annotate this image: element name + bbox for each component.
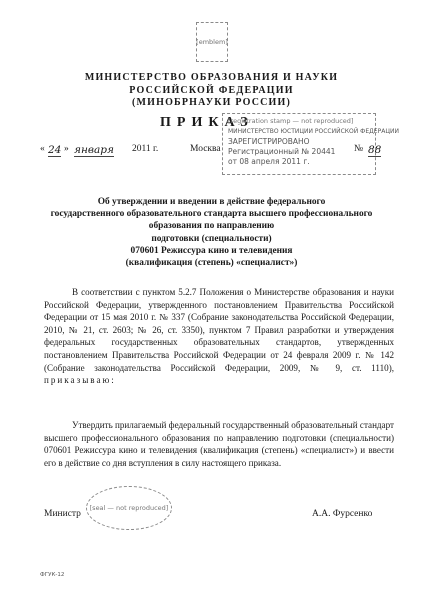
title-line: Об утверждении и введении в действие федерального: [97, 197, 326, 207]
order-title: [30, 196, 393, 269]
registration-date-line: [228, 157, 370, 167]
ministry-header: [0, 72, 423, 110]
date-year: 2011 г.: [132, 144, 159, 154]
emblem-placeholder: [emblem]: [196, 22, 228, 62]
operative-paragraph: [44, 419, 394, 469]
city: Москва: [190, 144, 221, 154]
preamble-paragraph: [44, 286, 394, 387]
document-type: ПРИКАЗ: [160, 115, 254, 130]
date-month: января: [74, 144, 114, 156]
registration-stamp-placeholder: [222, 113, 399, 175]
signatory-position: Министр: [44, 509, 81, 519]
registration-year: 2011 г.: [281, 157, 310, 166]
signatory-name: А.А. Фурсенко: [312, 509, 373, 519]
title-line: образования по направлению: [148, 221, 275, 232]
date-day: 24: [48, 144, 62, 156]
registration-number-label: Регистрационный №: [228, 147, 310, 156]
title-line: государственного образовательного стандарта высшего профессионального: [50, 209, 373, 220]
order-number: 88: [368, 144, 382, 156]
order-number-sign: №: [354, 144, 364, 154]
title-line: (квалификация (степень) «специалист»): [125, 258, 298, 269]
date-close-quote: »: [64, 144, 69, 154]
ministry-abbreviation: (МИНОБРНАУКИ РОССИИ): [131, 97, 292, 108]
stamp-placeholder-label: [registration stamp — not reproduced]: [228, 117, 354, 125]
preamble-text: В соответствии с пунктом 5.2.7 Положения о Министерстве образования и науки Российской Федерации, утвержденного постановлением Правительства Российской Федерации от 15 мая 2010 г. № 337 (Собрание законодательства Российской Федерации, 2010, № 21, ст. 2603; № 26, ст. 3350), пунктом 7 Правил разработки и утверждения федеральных государственных образовательных стандартов, утвержденных постановлением Правительства Российской Федерации от 24 февраля 2009 г. № 142 (Собрание законодательства Российской Федерации, 2009, № 9, ст. 1110),: [44, 287, 394, 373]
operative-text: Утвердить прилагаемый федеральный государственный образовательный стандарт высшего профессионального образования по направлению подготовки (специальности) 070601 Режиссура кино и телевидения (квалификация (степень) «специалист») и ввести его в действие со дня вступления в силу настоящего приказа.: [44, 420, 394, 468]
form-code: ФГУК-12: [40, 572, 65, 578]
registration-authority: МИНИСТЕРСТВО ЮСТИЦИИ РОССИЙСКОЙ ФЕДЕРАЦИИ: [228, 128, 399, 135]
ministry-name-line2: РОССИЙСКОЙ ФЕДЕРАЦИИ: [129, 84, 294, 96]
title-line: подготовки (специальности): [151, 233, 272, 244]
seal-placeholder: [seal — not reproduced]: [86, 486, 172, 530]
order-verb: приказываю:: [44, 375, 116, 386]
registration-status: ЗАРЕГИСТРИРОВАНО: [228, 137, 310, 146]
registration-number: 20441: [311, 147, 336, 156]
registration-date-prefix: от: [228, 157, 237, 166]
registration-date: 08 апреля: [239, 157, 280, 166]
ministry-name-line1: МИНИСТЕРСТВО ОБРАЗОВАНИЯ И НАУКИ: [84, 72, 339, 83]
date-open-quote: «: [40, 144, 45, 154]
registration-number-line: [228, 147, 370, 157]
title-line: 070601 Режиссура кино и телевидения: [130, 245, 293, 256]
